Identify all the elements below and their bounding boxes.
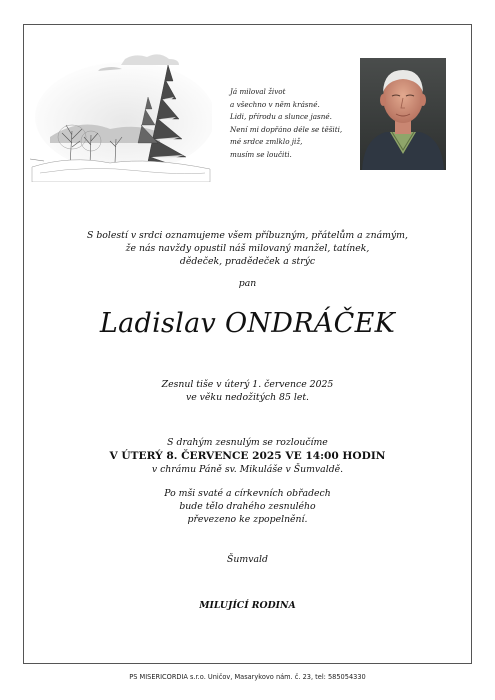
- after-line: převezeno ke zpopelnění.: [187, 514, 308, 525]
- after-ceremony-info: [23, 487, 472, 526]
- footer-text: PS MISERICORDIA s.r.o. Uničov, Masarykovo nám. č. 23, tel: 585054330: [129, 673, 366, 681]
- farewell-date: V ÚTERÝ 8. ČERVENCE 2025 VE 14:00 HODIN: [109, 450, 386, 462]
- poem: [230, 86, 370, 161]
- intro-line: S bolestí v srdci oznamujeme všem příbuzným, přátelům a známým,: [87, 230, 408, 241]
- after-line: bude tělo drahého zesnulého: [179, 501, 316, 512]
- poem-line: mé srdce zmlklo již,: [230, 137, 303, 146]
- after-line: Po mši svaté a církevních obřadech: [164, 488, 331, 499]
- title-word: pan: [238, 278, 257, 289]
- death-line: ve věku nedožitých 85 let.: [185, 392, 310, 403]
- deceased-name: Ladislav ONDRÁČEK: [99, 308, 396, 339]
- farewell-info: [23, 436, 472, 476]
- poem-line: a všechno v něm krásné.: [230, 99, 320, 109]
- signature: MILUJÍCÍ RODINA: [199, 600, 296, 611]
- death-info: [23, 378, 472, 404]
- announcement-intro: [23, 229, 472, 268]
- poem-line: Není mi dopřáno déle se těšiti,: [230, 124, 343, 134]
- intro-line: dědeček, pradědeček a strýc: [179, 256, 316, 267]
- winter-landscape-image: [30, 47, 212, 182]
- poem-line: musím se loučiti.: [230, 149, 292, 159]
- farewell-place: v chrámu Páně sv. Mikuláše v Šumvaldě.: [151, 464, 344, 475]
- farewell-intro: S drahým zesnulým se rozloučíme: [167, 437, 328, 448]
- death-line: Zesnul tiše v úterý 1. července 2025: [161, 379, 334, 390]
- portrait-photo: [360, 58, 446, 170]
- place-name: Šumvald: [227, 554, 268, 565]
- intro-line: že nás navždy opustil náš milovaný manžel, tatínek,: [125, 243, 370, 254]
- poem-line: Lidi, přírodu a slunce jasné.: [230, 112, 332, 121]
- poem-line: Já miloval život: [230, 87, 286, 96]
